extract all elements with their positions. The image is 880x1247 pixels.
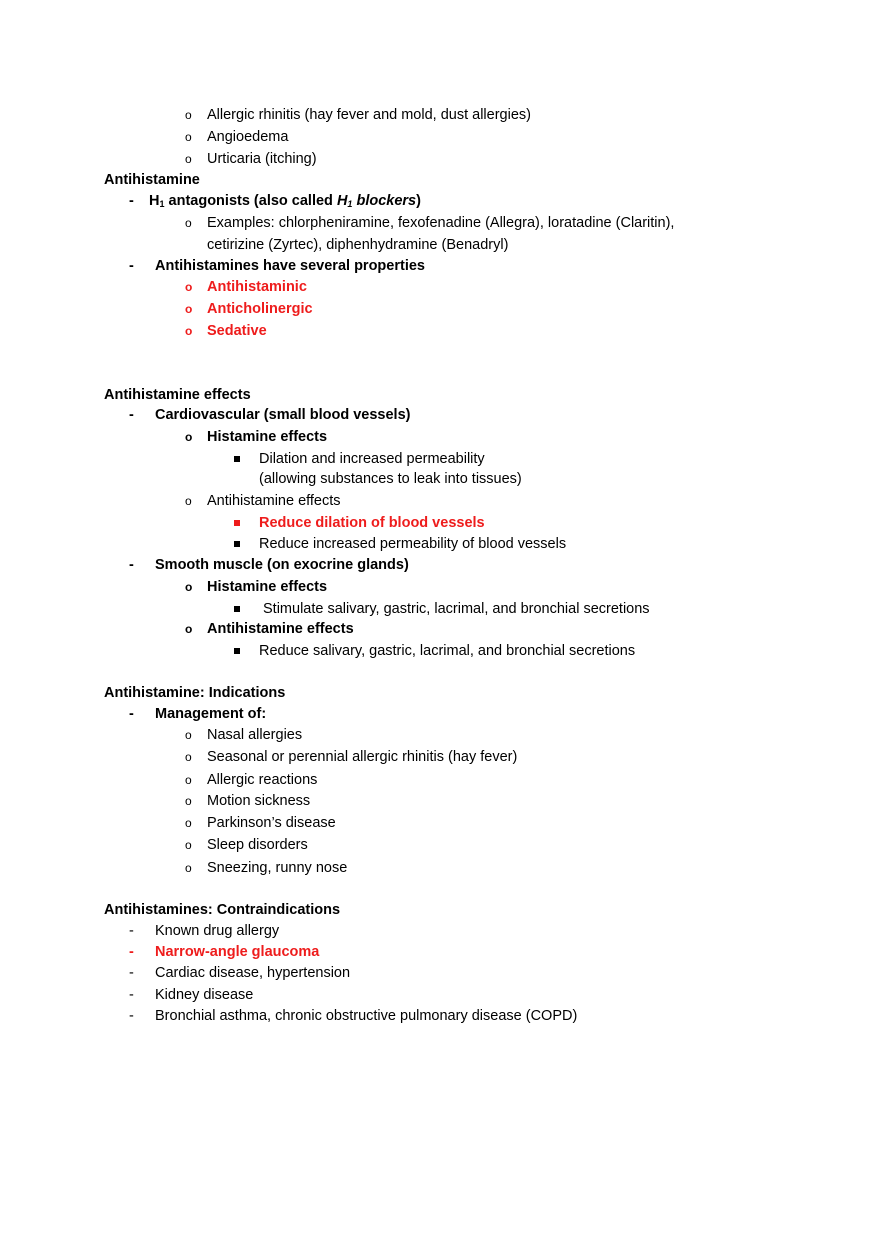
bullet-dash-icon: - (129, 965, 134, 981)
bullet-dash-icon: - (129, 193, 134, 209)
sub-item: Reduce salivary, gastric, lacrimal, and bronchial secretions (259, 642, 635, 660)
bullet-dash-icon: - (129, 1008, 134, 1024)
list-item: o Seasonal or perennial allergic rhinitis (hay fever) (185, 749, 518, 765)
list-item: o Sneezing, runny nose (185, 860, 348, 876)
section-heading-indications: Antihistamine: Indications (104, 685, 286, 701)
bullet-circle-icon: o (185, 622, 193, 636)
bullet-circle-icon: o (185, 861, 192, 875)
bullet-circle-icon: o (185, 130, 192, 144)
examples-item: o Examples: chlorpheniramine, fexofenadine (Allegra), loratadine (Claritin), (185, 215, 675, 231)
list-item: - Narrow-angle glaucoma (129, 944, 320, 960)
bullet-square-icon (234, 541, 240, 547)
list-item: - Known drug allergy (129, 923, 280, 939)
bullet-circle-icon: o (185, 773, 192, 787)
cardiovascular-item: - Cardiovascular (small blood vessels) (129, 407, 411, 423)
list-item: o Nasal allergies (185, 727, 303, 743)
bullet-dash-icon: - (129, 258, 134, 274)
bullet-circle-icon: o (185, 108, 192, 122)
bullet-square-icon (234, 456, 240, 462)
bullet-circle-icon: o (185, 152, 192, 166)
list-item: o Parkinson’s disease (185, 815, 336, 831)
bullet-circle-icon: o (185, 216, 192, 230)
bullet-circle-icon: o (185, 580, 193, 594)
sub-item: Reduce increased permeability of blood vessels (259, 535, 566, 553)
section-heading-contraindications: Antihistamines: Contraindications (104, 902, 341, 918)
section-heading-antihistamine: Antihistamine (104, 172, 200, 188)
sub-item: Stimulate salivary, gastric, lacrimal, and bronchial secretions (263, 600, 650, 618)
management-item: - Management of: (129, 706, 267, 722)
list-item: o Allergic reactions (185, 772, 318, 788)
histamine-effects-item: o Histamine effects (185, 579, 328, 595)
property-item: o Sedative (185, 323, 267, 339)
antihistamine-effects-item: o Antihistamine effects (185, 493, 341, 509)
list-item: o Urticaria (itching) (185, 151, 317, 167)
sub-item: Reduce dilation of blood vessels (259, 514, 485, 532)
bullet-dash-icon: - (129, 944, 134, 960)
h1-antagonists-item: - $H_1$ antagonists (also called $H_1$ blockers) (129, 193, 421, 209)
bullet-circle-icon: o (185, 728, 192, 742)
antihistamine-effects-item: o Antihistamine effects (185, 621, 354, 637)
bullet-dash-icon: - (129, 923, 134, 939)
list-item: o Motion sickness (185, 793, 311, 809)
bullet-circle-icon: o (185, 838, 192, 852)
bullet-circle-icon: o (185, 794, 192, 808)
bullet-dash-icon: - (129, 557, 134, 573)
list-item: o Allergic rhinitis (hay fever and mold, dust allergies) (185, 107, 531, 123)
properties-item: - Antihistamines have several properties (129, 258, 425, 274)
bullet-circle-icon: o (185, 750, 192, 764)
bullet-dash-icon: - (129, 407, 134, 423)
property-item: o Anticholinergic (185, 301, 313, 317)
examples-continuation: cetirizine (Zyrtec), diphenhydramine (Benadryl) (207, 237, 509, 253)
bullet-circle-icon: o (185, 302, 193, 316)
list-item: - Bronchial asthma, chronic obstructive pulmonary disease (COPD) (129, 1008, 578, 1024)
list-item: o Sleep disorders (185, 837, 308, 853)
property-item: o Antihistaminic (185, 279, 307, 295)
bullet-dash-icon: - (129, 987, 134, 1003)
bullet-square-icon (234, 606, 240, 612)
bullet-circle-icon: o (185, 494, 192, 508)
list-item: o Angioedema (185, 129, 289, 145)
bullet-circle-icon: o (185, 430, 193, 444)
bullet-square-icon (234, 648, 240, 654)
bullet-circle-icon: o (185, 816, 192, 830)
bullet-circle-icon: o (185, 280, 193, 294)
list-item: - Cardiac disease, hypertension (129, 965, 351, 981)
sub-item: Dilation and increased permeability (259, 450, 485, 468)
bullet-square-icon (234, 520, 240, 526)
section-heading-effects: Antihistamine effects (104, 387, 251, 403)
sub-item-continuation: (allowing substances to leak into tissues) (259, 471, 522, 487)
bullet-circle-icon: o (185, 324, 193, 338)
bullet-dash-icon: - (129, 706, 134, 722)
histamine-effects-item: o Histamine effects (185, 429, 328, 445)
smooth-muscle-item: - Smooth muscle (on exocrine glands) (129, 557, 409, 573)
list-item: - Kidney disease (129, 987, 254, 1003)
